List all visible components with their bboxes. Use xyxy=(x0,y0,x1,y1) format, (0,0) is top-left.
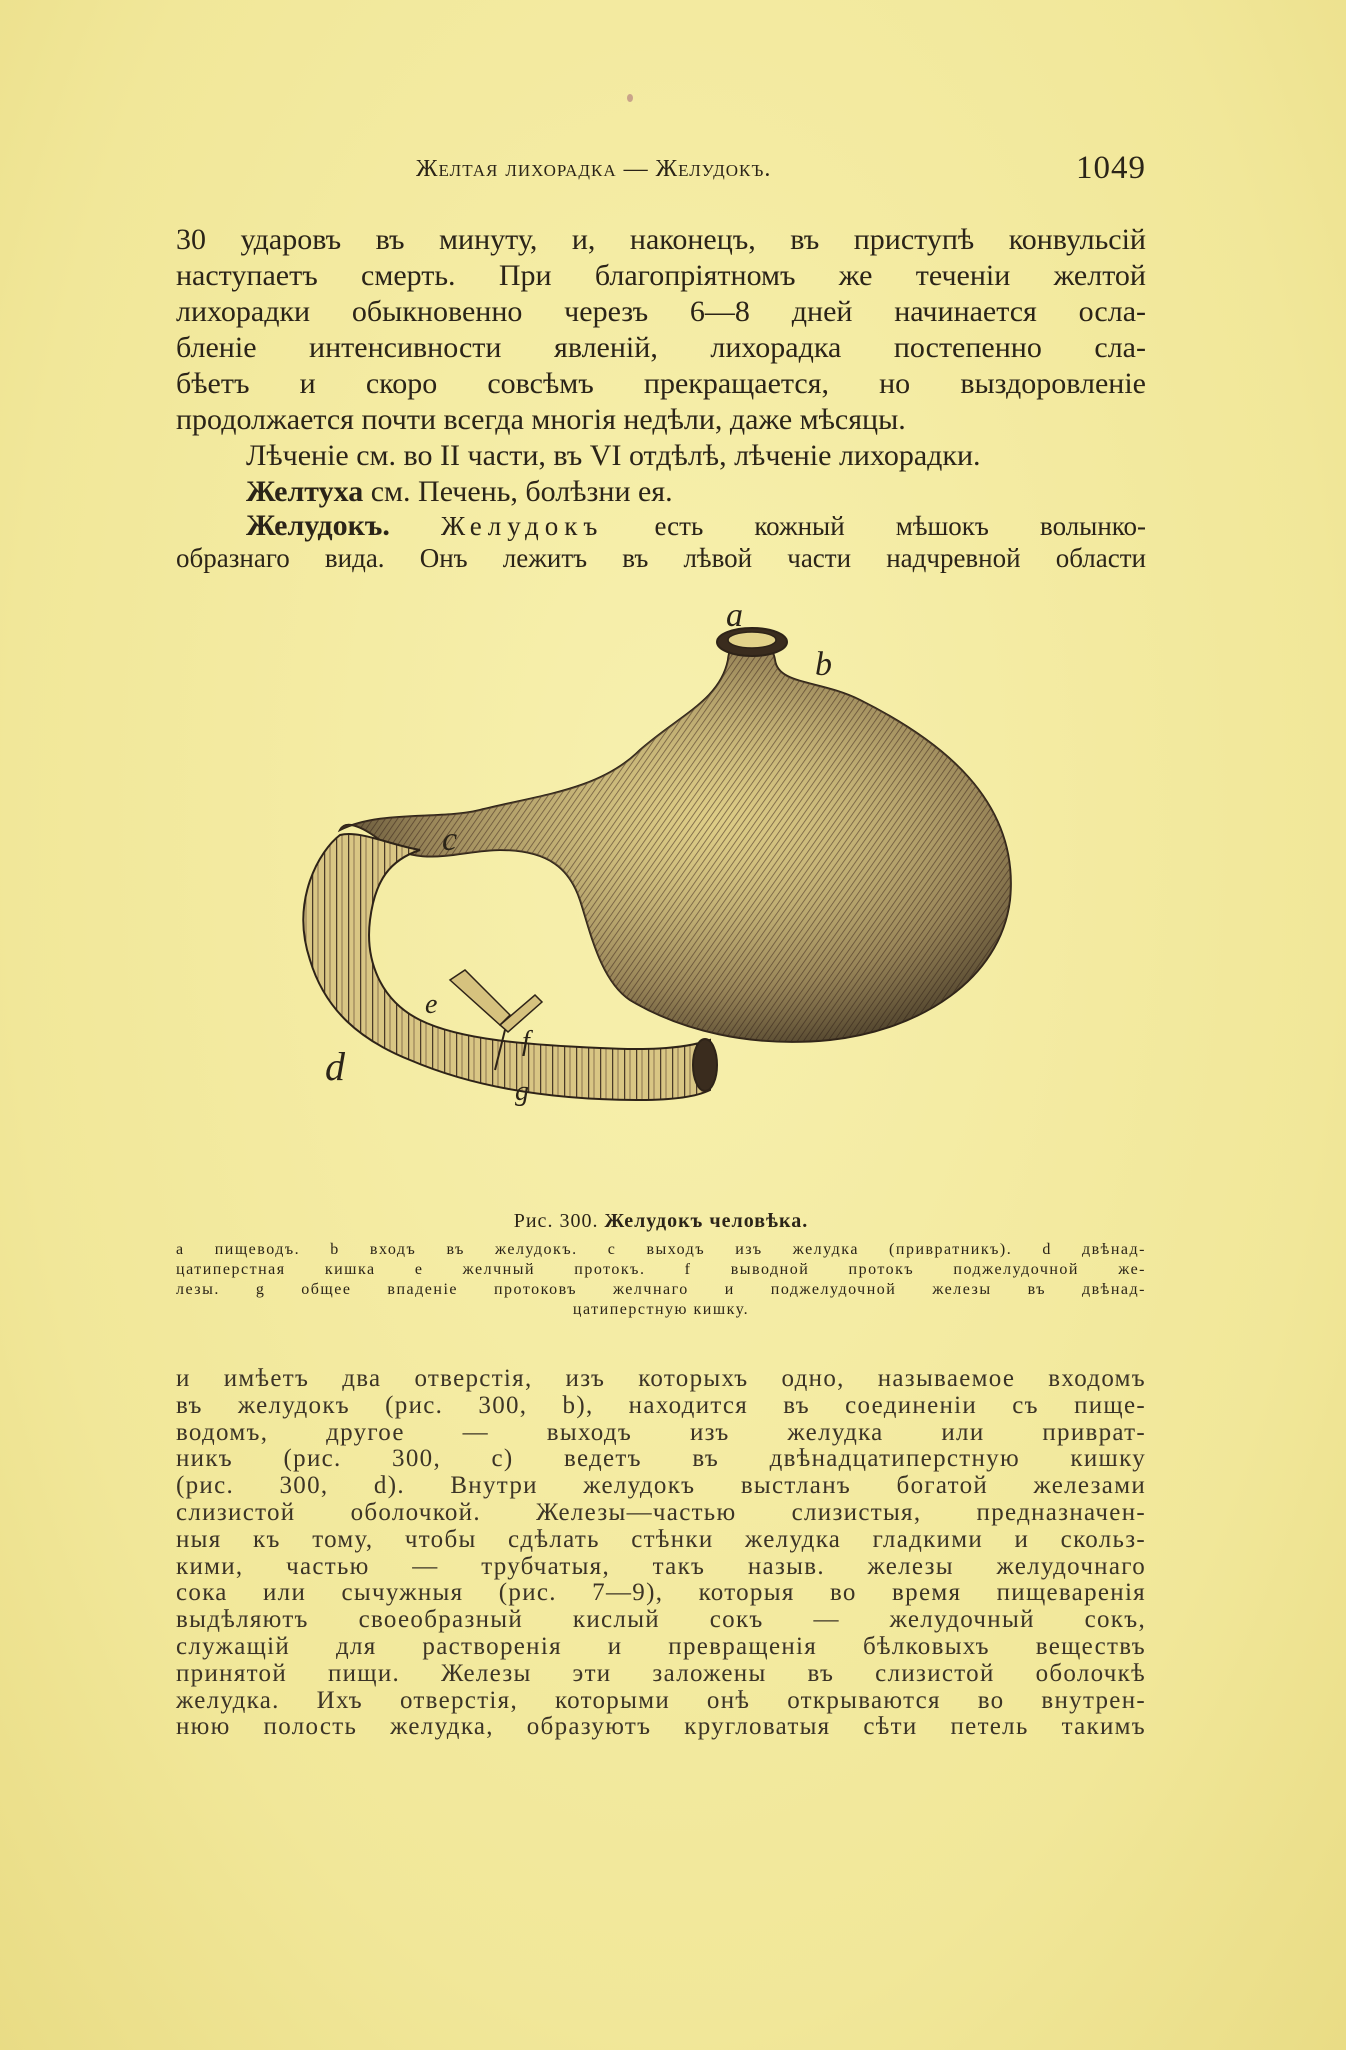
text-line: нюю полость желудка, образуютъ кругловатыя сѣти петель такимъ xyxy=(176,1713,1146,1741)
entry-stomach xyxy=(176,510,1146,574)
text-line: лихорадки обыкновенно черезъ 6—8 дней начинается осла- xyxy=(176,295,1146,328)
text-line: никъ (рис. 300, c) ведетъ въ двѣнадцатиперстную кишку xyxy=(176,1445,1146,1473)
text-line: (рис. 300, d). Внутри желудокъ выстланъ богатой железами xyxy=(176,1472,1146,1500)
legend-line: a пищеводъ. b входъ въ желудокъ. c выходъ изъ желудка (привратникъ). d двѣнад- xyxy=(176,1241,1146,1258)
figure-title: Желудокъ человѣка. xyxy=(604,1210,809,1232)
text-line: продолжается почти всегда многія недѣли, даже мѣсяцы. xyxy=(176,403,906,436)
label-f: f xyxy=(522,1026,530,1057)
entry-head-jaundice: Желтуха xyxy=(246,475,364,508)
entry-head-stomach: Желудокъ. xyxy=(246,509,390,542)
text-line: водомъ, другое — выходъ изъ желудка или приврат- xyxy=(176,1418,1146,1446)
stomach-engraving xyxy=(300,600,1060,1190)
text-line: 30 ударовъ въ минуту, и, наконецъ, въ приступѣ конвульсій xyxy=(176,223,1146,256)
text-fragment: есть кожный мѣшокъ волынко- xyxy=(654,511,1147,541)
ink-spot xyxy=(627,94,633,102)
text-line: принятой пищи. Железы эти заложены въ слизистой оболочкѣ xyxy=(176,1659,1146,1687)
treatment-line: Лѣченіе см. во II части, въ VI отдѣлѣ, лѣченіе лихорадки. xyxy=(246,439,981,472)
text-line: бѣетъ и скоро совсѣмъ прекращается, но выздоровленіе xyxy=(176,367,1146,400)
label-g: g xyxy=(515,1076,529,1107)
figure-caption-title xyxy=(176,1210,1146,1233)
text-line: наступаетъ смерть. При благопріятномъ же теченіи желтой xyxy=(176,259,1146,292)
text-line: сока или сычужныя (рис. 7—9), которыя во время пищеваренія xyxy=(176,1579,1146,1607)
label-e: e xyxy=(425,989,438,1020)
label-a: a xyxy=(726,600,743,634)
legend-line: цатиперстная кишка e желчный протокъ. f выводной протокъ поджелудочной же- xyxy=(176,1261,1146,1278)
legend-line: лезы. g общее впаденіе протоковъ желчнаго и поджелудочной железы въ двѣнад- xyxy=(176,1281,1146,1298)
label-d: d xyxy=(325,1044,345,1089)
text-line: ныя къ тому, чтобы сдѣлать стѣнки желудка гладкими и скольз- xyxy=(176,1525,1146,1553)
text-line: слизистой оболочкой. Железы—частью слизистыя, предназначен- xyxy=(176,1498,1146,1526)
label-b: b xyxy=(815,646,832,683)
text-line: выдѣляютъ своеобразный кислый сокъ — желудочный сокъ, xyxy=(176,1606,1146,1634)
text-line: служащій для растворенія и превращенія бѣлковыхъ веществъ xyxy=(176,1632,1146,1660)
legend-line: цатиперстную кишку. xyxy=(572,1301,750,1318)
paragraph-1 xyxy=(176,222,1146,510)
text-line: въ желудокъ (рис. 300, b), находится въ соединеніи съ пище- xyxy=(176,1391,1146,1419)
text-line: образнаго вида. Онъ лежитъ въ лѣвой части надчревной области xyxy=(176,543,1146,573)
entry-jaundice xyxy=(176,474,1146,510)
text-line: и имѣетъ два отверстія, изъ которыхъ одно, называемое входомъ xyxy=(176,1365,1146,1392)
figure-legend xyxy=(176,1240,1146,1320)
figure-number: Рис. 300. xyxy=(513,1210,599,1232)
paragraph-3 xyxy=(176,1366,1146,1741)
header-title: Желтая лихорадка — Желудокъ. xyxy=(416,156,772,182)
label-c: c xyxy=(442,821,458,858)
entry-text-jaundice: см. Печень, болѣзни ея. xyxy=(370,475,673,508)
spaced-word: Желудокъ xyxy=(440,511,604,541)
bile-duct xyxy=(450,970,510,1025)
text-line: желудка. Ихъ отверстія, которыми онѣ открываются во внутрен- xyxy=(176,1686,1146,1714)
stomach-illustration xyxy=(300,600,1060,1190)
text-line xyxy=(176,510,1146,542)
page-number: 1049 xyxy=(1076,150,1146,186)
text-line: кими, частью — трубчатыя, такъ назыв. железы желудочнаго xyxy=(176,1552,1146,1580)
text-line: бленіе интенсивности явленій, лихорадка постепенно сла- xyxy=(176,331,1146,364)
running-header xyxy=(176,150,1146,192)
